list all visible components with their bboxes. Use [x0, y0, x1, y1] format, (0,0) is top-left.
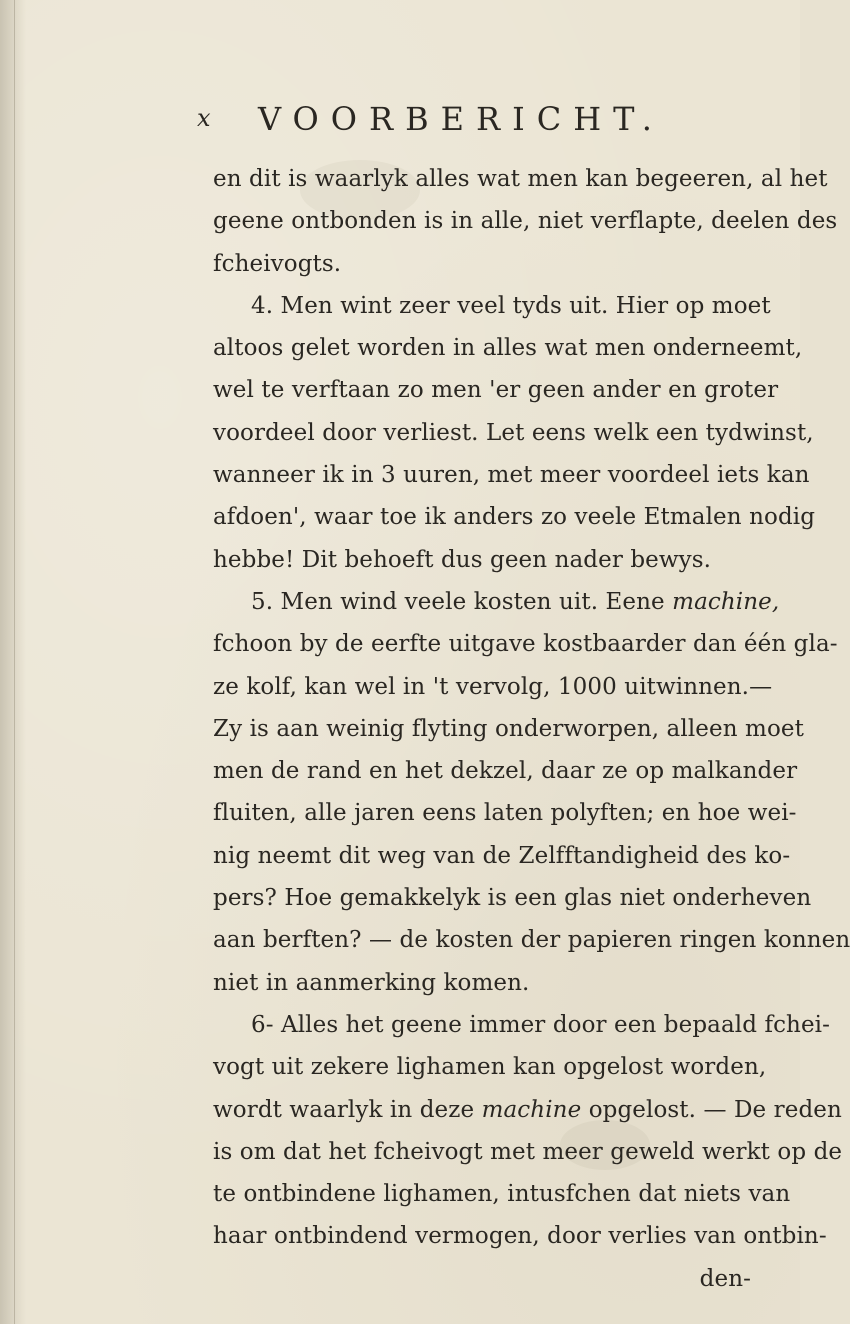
text-line: niet in aanmerking komen.: [213, 969, 530, 996]
italic-machine: machine,: [672, 588, 780, 615]
italic-machine: machine: [481, 1096, 582, 1123]
text-line: fluiten, alle jaren eens laten polyften; en hoe wei-: [213, 800, 797, 827]
text-line: fcheivogts.: [213, 250, 342, 277]
text-line: altoos gelet worden in alles wat men onderneemt,: [213, 335, 803, 362]
text-line: te ontbindene lighamen, intusfchen dat niets van: [213, 1181, 791, 1208]
text-line: voordeel door verliest. Let eens welk een tydwinst,: [213, 419, 814, 446]
text-line: pers? Hoe gemakkelyk is een glas niet onderheven: [213, 885, 812, 912]
text-line: afdoen', waar toe ik anders zo veele Etmalen nodig: [213, 504, 816, 531]
catchword: den-: [699, 1265, 751, 1292]
text-line: hebbe! Dit behoeft dus geen nader bewys.: [213, 546, 712, 573]
page-number: x: [197, 104, 212, 132]
paragraph-4-start: 4. Men wint zeer veel tyds uit. Hier op moet: [251, 292, 771, 319]
text-line: ze kolf, kan wel in 't vervolg, 1000 uitwinnen.—: [213, 673, 773, 700]
text-line: is om dat het fcheivogt met meer geweld werkt op de: [213, 1138, 843, 1165]
text-line: nig neemt dit weg van de Zelfftandigheid des ko-: [213, 842, 791, 869]
binding-fold: [14, 0, 15, 1324]
page-header: [0, 100, 800, 140]
text-line: men de rand en het dekzel, daar ze op malkander: [213, 758, 798, 785]
text-line: aan berften? — de kosten der papieren ringen konnen: [213, 927, 850, 954]
text-line: en dit is waarlyk alles wat men kan begeeren, al het: [213, 166, 828, 192]
line-text: wordt waarlyk in deze: [213, 1096, 482, 1123]
body-text: [213, 158, 850, 1300]
line-text: 5. Men wind veele kosten uit. Eene: [251, 588, 673, 615]
line-text: opgelost. — De reden: [581, 1096, 842, 1123]
paragraph-6-start: 6- Alles het geene immer door een bepaald fchei-: [251, 1011, 831, 1038]
paragraph-5-start: [213, 581, 780, 623]
running-head: VOORBERICHT.: [258, 100, 664, 138]
text-line: haar ontbindend vermogen, door verlies van ontbin-: [213, 1223, 827, 1250]
text-line: wel te verftaan zo men 'er geen ander en groter: [213, 377, 779, 404]
text-line: wanneer ik in 3 uuren, met meer voordeel iets kan: [213, 462, 810, 489]
text-line: Zy is aan weinig flyting onderworpen, alleen moet: [213, 715, 804, 742]
text-line: geene ontbonden is in alle, niet verflapte, deelen des: [213, 208, 838, 235]
text-line: fchoon by de eerfte uitgave kostbaarder dan één gla-: [213, 631, 838, 658]
text-line: [213, 1089, 842, 1131]
page-edge-shadow: [0, 0, 26, 1324]
text-line: vogt uit zekere lighamen kan opgelost worden,: [213, 1054, 767, 1081]
